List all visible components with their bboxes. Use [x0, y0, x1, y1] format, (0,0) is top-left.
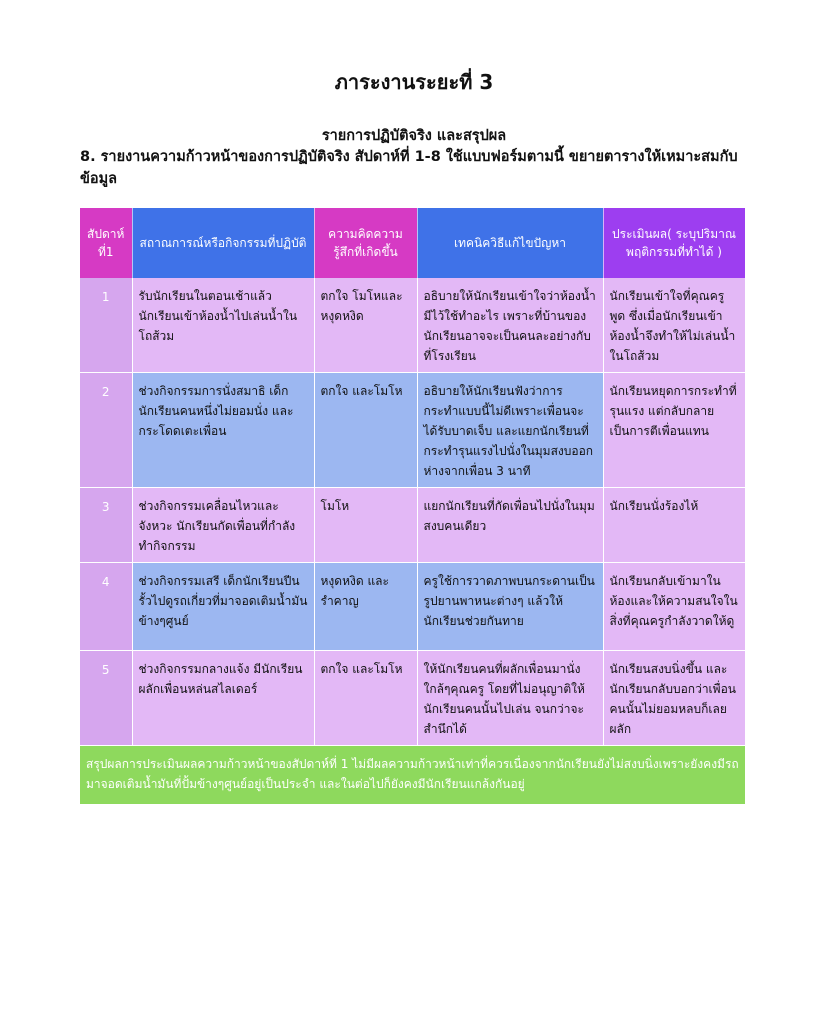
table-row	[80, 373, 745, 488]
header-week: สัปดาห์ที่1	[80, 208, 132, 278]
table-row	[80, 651, 745, 746]
row-number: 2	[80, 373, 132, 488]
situation-cell: ช่วงกิจกรรมเคลื่อนไหวและจังหวะ นักเรียนกัดเพื่อนที่กำลังทำกิจกรรม	[132, 488, 314, 563]
situation-cell: รับนักเรียนในตอนเช้าแล้วนักเรียนเข้าห้องน้ำไปเล่นน้ำในโถส้วม	[132, 278, 314, 373]
feeling-cell: ตกใจ และโมโห	[314, 373, 417, 488]
evaluation-cell: นักเรียนหยุดการกระทำที่รุนแรง แต่กลับกลายเป็นการตีเพื่อนแทน	[603, 373, 745, 488]
row-number: 5	[80, 651, 132, 746]
table-row	[80, 488, 745, 563]
situation-cell: ช่วงกิจกรรมการนั่งสมาธิ เด็กนักเรียนคนหนึ่งไม่ยอมนั่ง และกระโดดเตะเพื่อน	[132, 373, 314, 488]
summary-text: สรุปผลการประเมินผลความก้าวหน้าของสัปดาห์ที่ 1 ไม่มีผลความก้าวหน้าเท่าที่ควรเนื่องจากนักเรียนยังไม่สงบนิ่งเพราะยังคงมีรถมาจอดเติมน้ำมันที่ปั้มข้างๆศูนย์อยู่เป็นประจำ และในต่อไปก็ยังคงมีนักเรียนแกล้งกันอยู่	[80, 746, 745, 805]
row-number: 3	[80, 488, 132, 563]
instruction-text: 8. รายงานความก้าวหน้าของการปฏิบัติจริง สัปดาห์ที่ 1-8 ใช้แบบฟอร์มตามนี้ ขยายตารางให้เหมาะสมกับข้อมูล	[80, 149, 738, 187]
technique-cell: แยกนักเรียนที่กัดเพื่อนไปนั่งในมุมสงบคนเดียว	[417, 488, 603, 563]
evaluation-cell: นักเรียนเข้าใจที่คุณครูพูด ซึ่งเมื่อนักเรียนเข้าห้องน้ำจึงทำให้ไม่เล่นน้ำในโถส้วม	[603, 278, 745, 373]
header-technique: เทคนิควิธีแก้ไขปัญหา	[417, 208, 603, 278]
header-situation: สถาณการณ์หรือกิจกรรมที่ปฏิบัติ	[132, 208, 314, 278]
feeling-cell: โมโห	[314, 488, 417, 563]
table-header-row	[80, 208, 745, 278]
technique-cell: ให้นักเรียนคนที่ผลักเพื่อนมานั่งใกล้ๆคุณครู โดยที่ไม่อนุญาติให้นักเรียนคนนั้นไปเล่น จนกว่าจะสำนึกได้	[417, 651, 603, 746]
feeling-cell: ตกใจ และโมโห	[314, 651, 417, 746]
situation-cell: ช่วงกิจกรรมเสรี เด็กนักเรียนปีนรั้วไปดูรถเกี่ยวที่มาจอดเติมน้ำมันข้างๆศูนย์	[132, 563, 314, 651]
summary-row	[80, 746, 745, 805]
evaluation-cell: นักเรียนกลับเข้ามาในห้องและให้ความสนใจในสิ่งที่คุณครูกำลังวาดให้ดู	[603, 563, 745, 651]
section-subtitle: รายการปฏิบัติจริง และสรุปผล	[321, 128, 507, 144]
evaluation-cell: นักเรียนสงบนิ่งขึ้น และนักเรียนกลับบอกว่าเพื่อนคนนั้นไม่ยอมหลบก็เลยผลัก	[603, 651, 745, 746]
technique-cell: อธิบายให้นักเรียนเข้าใจว่าห้องน้ำมีไว้ใช้ทำอะไร เพราะที่บ้านของนักเรียนอาจจะเป็นคนละอย่างกับที่โรงเรียน	[417, 278, 603, 373]
row-number: 4	[80, 563, 132, 651]
feeling-cell: หงุดหงิด และรำคาญ	[314, 563, 417, 651]
feeling-cell: ตกใจ โมโหและหงุดหงิด	[314, 278, 417, 373]
header-feeling: ความคิดความรู้สึกที่เกิดขึ้น	[314, 208, 417, 278]
table-row	[80, 278, 745, 373]
page-title: ภาระงานระยะที่ 3	[334, 70, 494, 94]
technique-cell: อธิบายให้นักเรียนฟังว่าการกระทำแบบนี้ไม่ดีเพราะเพื่อนจะได้รับบาดเจ็บ และแยกนักเรียนที่กระทำรุนแรงไปนั่งในมุมสงบออกห่างจากเพื่อน 3 นาที	[417, 373, 603, 488]
table-row	[80, 563, 745, 651]
technique-cell: ครูใช้การวาดภาพบนกระดานเป็นรูปยานพาหนะต่างๆ แล้วให้นักเรียนช่วยกันทาย	[417, 563, 603, 651]
progress-report-table	[80, 208, 746, 804]
row-number: 1	[80, 278, 132, 373]
header-evaluation: ประเมินผล( ระบุปริมาณพฤติกรรมที่ทำได้ )	[603, 208, 745, 278]
evaluation-cell: นักเรียนนั่งร้องไห้	[603, 488, 745, 563]
situation-cell: ช่วงกิจกรรมกลางแจ้ง มีนักเรียนผลักเพื่อนหล่นสไลเดอร์	[132, 651, 314, 746]
